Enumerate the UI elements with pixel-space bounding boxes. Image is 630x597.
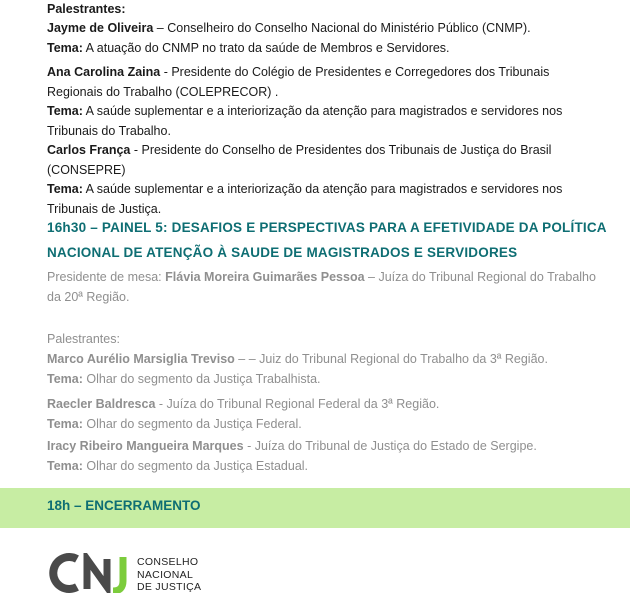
chair-label: Presidente de mesa: [47,270,162,284]
speaker-entry [47,395,607,434]
speaker-role: - Juíza do Tribunal de Justiça do Estado de Sergipe. [243,439,537,453]
closing-label: 18h – ENCERRAMENTO [47,498,201,513]
speaker-name: Raecler Baldresca [47,397,156,411]
speaker-name: Carlos França [47,143,131,157]
panel-heading: 16h30 – PAINEL 5: DESAFIOS E PERSPECTIVAS PARA A EFETIVIDADE DA POLÍTICA NACIONAL DE ATENÇÃO À SAUDE DE MAGISTRADOS E SERVIDORES [47,220,607,260]
speaker-name: Iracy Ribeiro Mangueira Marques [47,439,244,453]
speaker-role: - Presidente do Colégio de Presidentes e Corregedores dos Tribunais Regionais do Trabalho (COLEPRECOR) . [47,65,550,99]
speaker-role: – Conselheiro do Conselho Nacional do Ministério Público (CNMP). [153,21,531,35]
speaker-entry [47,141,607,219]
topic-label: Tema: [47,371,83,386]
speakers-label: Palestrantes: [47,2,126,16]
speaker-entry [47,350,607,389]
speaker-name: Jayme de Oliveira [47,21,154,35]
speaker-entry [47,19,607,58]
speaker-role: - Juíza do Tribunal Regional Federal da 3ª Região. [155,397,440,411]
topic-text: A saúde suplementar e a interiorização da atenção para magistrados e servidores nos Tribunais do Trabalho. [47,104,563,138]
topic-text: Olhar do segmento da Justiça Federal. [82,416,302,431]
chair-role: – Juíza do Tribunal Regional do Trabalho da 20ª Região. [47,270,596,304]
speaker-name: Marco Aurélio Marsiglia Treviso [47,352,235,366]
panel-chair [47,268,607,307]
topic-text: A atuação do CNMP no trato da saúde de Membros e Servidores. [82,40,450,55]
speaker-role: – – Juiz do Tribunal Regional do Trabalho da 3ª Região. [234,352,548,366]
topic-text: Olhar do segmento da Justiça Trabalhista. [82,371,321,386]
org-name: CONSELHO NACIONAL DE JUSTIÇA [137,556,202,593]
chair-name: Flávia Moreira Guimarães Pessoa [161,270,365,284]
speaker-entry [47,437,607,476]
topic-label: Tema: [47,182,83,196]
speakers-label: Palestrantes: [47,332,120,346]
speaker-entry [47,63,607,141]
topic-label: Tema: [47,104,83,118]
topic-label: Tema: [47,458,83,473]
speaker-name: Ana Carolina Zaina [47,65,161,79]
topic-label: Tema: [47,416,83,431]
topic-text: A saúde suplementar e a interiorização da atenção para magistrados e servidores nos Tribunais de Justiça. [47,182,563,216]
topic-label: Tema: [47,40,83,55]
topic-text: Olhar do segmento da Justiça Estadual. [82,458,309,473]
speaker-role: - Presidente do Conselho de Presidentes dos Tribunais de Justiça do Brasil (CONSEPRE) [47,143,552,177]
